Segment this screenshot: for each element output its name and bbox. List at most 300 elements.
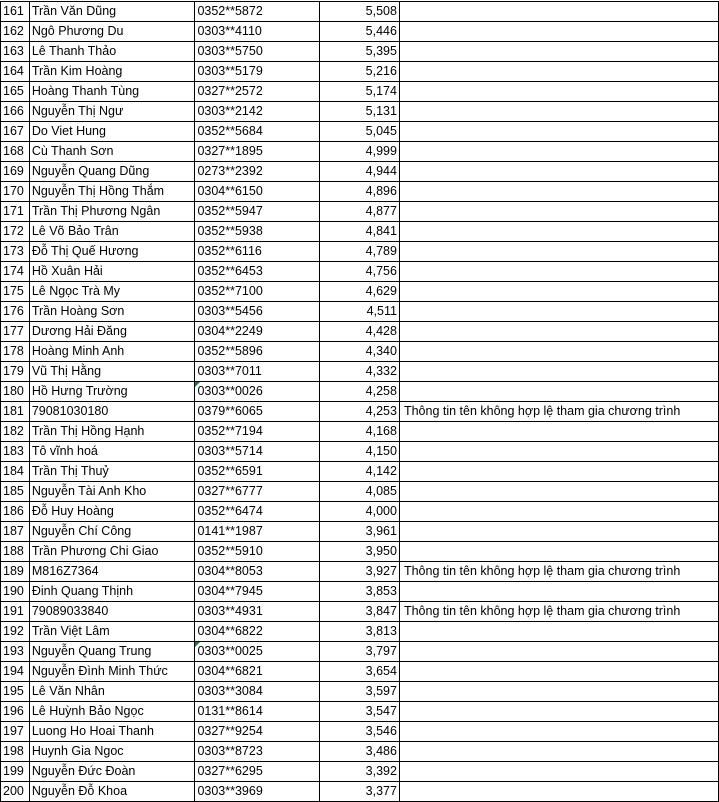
score-cell-text: 3,927 xyxy=(365,564,397,578)
phone-cell[interactable] xyxy=(195,382,320,402)
name-cell[interactable] xyxy=(29,342,195,362)
cell-error-indicator-icon xyxy=(195,642,200,647)
name-cell[interactable] xyxy=(29,642,195,662)
table-row xyxy=(1,622,719,642)
note-cell[interactable] xyxy=(399,542,718,562)
row-number-cell[interactable] xyxy=(1,762,30,782)
name-cell[interactable] xyxy=(29,302,195,322)
row-number-cell[interactable] xyxy=(1,482,30,502)
score-cell[interactable] xyxy=(320,682,400,702)
phone-cell[interactable] xyxy=(195,522,320,542)
phone-cell[interactable] xyxy=(195,162,320,182)
score-cell-text: 4,511 xyxy=(366,304,397,318)
score-cell[interactable] xyxy=(320,342,400,362)
score-cell[interactable] xyxy=(320,782,400,802)
note-cell[interactable] xyxy=(399,402,718,422)
phone-cell[interactable] xyxy=(195,422,320,442)
note-cell[interactable] xyxy=(399,22,718,42)
row-number-cell[interactable] xyxy=(1,542,30,562)
note-cell[interactable] xyxy=(399,302,718,322)
phone-cell-text: 0303**4931 xyxy=(197,604,263,618)
note-cell[interactable] xyxy=(399,122,718,142)
row-number-cell-text: 192 xyxy=(3,624,24,638)
phone-cell[interactable] xyxy=(195,722,320,742)
name-cell[interactable] xyxy=(29,142,195,162)
phone-cell-text: 0352**5947 xyxy=(197,204,263,218)
name-cell[interactable] xyxy=(29,602,195,622)
score-cell[interactable] xyxy=(320,62,400,82)
note-cell[interactable] xyxy=(399,102,718,122)
note-cell[interactable] xyxy=(399,662,718,682)
name-cell-text: Đinh Quang Thịnh xyxy=(31,584,134,598)
score-cell-text: 4,629 xyxy=(365,284,397,298)
score-cell[interactable] xyxy=(320,102,400,122)
score-cell[interactable] xyxy=(320,42,400,62)
score-cell[interactable] xyxy=(320,422,400,442)
table-row xyxy=(1,602,719,622)
score-cell-text: 5,395 xyxy=(365,44,397,58)
phone-cell[interactable] xyxy=(195,302,320,322)
name-cell-text: Đỗ Thị Quế Hương xyxy=(31,244,139,258)
name-cell[interactable] xyxy=(29,82,195,102)
score-cell[interactable] xyxy=(320,282,400,302)
phone-cell[interactable] xyxy=(195,142,320,162)
table-row xyxy=(1,442,719,462)
phone-cell[interactable] xyxy=(195,182,320,202)
phone-cell[interactable] xyxy=(195,602,320,622)
note-cell[interactable] xyxy=(399,62,718,82)
note-cell[interactable] xyxy=(399,462,718,482)
score-cell[interactable] xyxy=(320,722,400,742)
table-row xyxy=(1,202,719,222)
table-row xyxy=(1,2,719,22)
phone-cell-text: 0141**1987 xyxy=(197,524,263,538)
row-number-cell-text: 185 xyxy=(3,484,24,498)
note-cell[interactable] xyxy=(399,242,718,262)
score-cell[interactable] xyxy=(320,762,400,782)
score-cell[interactable] xyxy=(320,582,400,602)
row-number-cell[interactable] xyxy=(1,702,30,722)
row-number-cell[interactable] xyxy=(1,2,30,22)
score-cell-text: 4,340 xyxy=(365,344,397,358)
name-cell[interactable] xyxy=(29,2,195,22)
table-row xyxy=(1,582,719,602)
name-cell-text: Nguyễn Chí Công xyxy=(31,524,132,538)
phone-cell[interactable] xyxy=(195,42,320,62)
name-cell[interactable] xyxy=(29,742,195,762)
table-row xyxy=(1,362,719,382)
score-cell-text: 4,332 xyxy=(365,364,397,378)
note-cell[interactable] xyxy=(399,702,718,722)
name-cell[interactable] xyxy=(29,62,195,82)
name-cell-text: Nguyễn Thị Ngư xyxy=(31,104,124,118)
score-cell[interactable] xyxy=(320,222,400,242)
name-cell-text: Trần Việt Lâm xyxy=(31,624,110,638)
score-cell-text: 3,486 xyxy=(365,744,397,758)
score-cell[interactable] xyxy=(320,542,400,562)
row-number-cell-text: 166 xyxy=(3,104,24,118)
name-cell[interactable] xyxy=(29,382,195,402)
table-row xyxy=(1,382,719,402)
phone-cell[interactable] xyxy=(195,482,320,502)
name-cell-text: Do Viet Hung xyxy=(31,124,106,138)
name-cell[interactable] xyxy=(29,182,195,202)
row-number-cell-text: 175 xyxy=(3,284,24,298)
phone-cell[interactable] xyxy=(195,502,320,522)
phone-cell[interactable] xyxy=(195,582,320,602)
row-number-cell[interactable] xyxy=(1,242,30,262)
score-cell[interactable] xyxy=(320,22,400,42)
phone-cell-text: 0303**5179 xyxy=(197,64,263,78)
phone-cell[interactable] xyxy=(195,762,320,782)
name-cell[interactable] xyxy=(29,122,195,142)
name-cell[interactable] xyxy=(29,582,195,602)
score-cell[interactable] xyxy=(320,562,400,582)
note-cell[interactable] xyxy=(399,382,718,402)
row-number-cell[interactable] xyxy=(1,342,30,362)
phone-cell[interactable] xyxy=(195,642,320,662)
score-cell[interactable] xyxy=(320,202,400,222)
phone-cell-text: 0303**5456 xyxy=(197,304,263,318)
name-cell-text: 79081030180 xyxy=(31,404,109,418)
row-number-cell[interactable] xyxy=(1,102,30,122)
phone-cell[interactable] xyxy=(195,542,320,562)
row-number-cell[interactable] xyxy=(1,182,30,202)
name-cell[interactable] xyxy=(29,162,195,182)
phone-cell[interactable] xyxy=(195,222,320,242)
score-cell[interactable] xyxy=(320,642,400,662)
name-cell-text: 79089033840 xyxy=(31,604,109,618)
row-number-cell-text: 184 xyxy=(3,464,24,478)
phone-cell[interactable] xyxy=(195,22,320,42)
row-number-cell-text: 193 xyxy=(3,644,24,658)
score-cell[interactable] xyxy=(320,262,400,282)
score-cell[interactable] xyxy=(320,382,400,402)
name-cell[interactable] xyxy=(29,522,195,542)
phone-cell[interactable] xyxy=(195,282,320,302)
name-cell[interactable] xyxy=(29,542,195,562)
score-cell-text: 3,392 xyxy=(365,764,397,778)
name-cell[interactable] xyxy=(29,202,195,222)
row-number-cell[interactable] xyxy=(1,322,30,342)
note-cell[interactable] xyxy=(399,762,718,782)
score-cell[interactable] xyxy=(320,662,400,682)
note-cell[interactable] xyxy=(399,562,718,582)
phone-cell[interactable] xyxy=(195,62,320,82)
phone-cell[interactable] xyxy=(195,2,320,22)
row-number-cell[interactable] xyxy=(1,62,30,82)
phone-cell[interactable] xyxy=(195,462,320,482)
table-row xyxy=(1,162,719,182)
score-cell[interactable] xyxy=(320,322,400,342)
note-cell[interactable] xyxy=(399,42,718,62)
name-cell[interactable] xyxy=(29,442,195,462)
table-row xyxy=(1,562,719,582)
row-number-cell-text: 163 xyxy=(3,44,24,58)
note-cell[interactable] xyxy=(399,342,718,362)
name-cell[interactable] xyxy=(29,422,195,442)
score-cell[interactable] xyxy=(320,702,400,722)
note-cell[interactable] xyxy=(399,2,718,22)
name-cell[interactable] xyxy=(29,702,195,722)
name-cell[interactable] xyxy=(29,782,195,802)
score-cell-text: 3,813 xyxy=(365,624,397,638)
phone-cell-text: 0352**6591 xyxy=(197,464,263,478)
row-number-cell[interactable] xyxy=(1,782,30,802)
row-number-cell[interactable] xyxy=(1,622,30,642)
row-number-cell[interactable] xyxy=(1,302,30,322)
phone-cell-text: 0303**8723 xyxy=(197,744,263,758)
score-cell[interactable] xyxy=(320,162,400,182)
score-cell-text: 3,654 xyxy=(365,664,397,678)
name-cell[interactable] xyxy=(29,682,195,702)
row-number-cell-text: 187 xyxy=(3,524,24,538)
row-number-cell-text: 165 xyxy=(3,84,24,98)
row-number-cell[interactable] xyxy=(1,442,30,462)
note-cell[interactable] xyxy=(399,682,718,702)
note-cell[interactable] xyxy=(399,262,718,282)
phone-cell[interactable] xyxy=(195,662,320,682)
name-cell[interactable] xyxy=(29,402,195,422)
score-cell-text: 4,756 xyxy=(365,264,397,278)
score-cell-text: 3,797 xyxy=(365,644,397,658)
name-cell[interactable] xyxy=(29,42,195,62)
row-number-cell-text: 162 xyxy=(3,24,24,38)
score-cell-text: 4,877 xyxy=(365,204,397,218)
name-cell[interactable] xyxy=(29,482,195,502)
note-cell[interactable] xyxy=(399,642,718,662)
table-row xyxy=(1,422,719,442)
note-cell[interactable] xyxy=(399,722,718,742)
phone-cell[interactable] xyxy=(195,562,320,582)
note-cell[interactable] xyxy=(399,582,718,602)
score-cell[interactable] xyxy=(320,2,400,22)
row-number-cell[interactable] xyxy=(1,82,30,102)
note-cell[interactable] xyxy=(399,602,718,622)
note-cell[interactable] xyxy=(399,502,718,522)
row-number-cell-text: 177 xyxy=(3,324,24,338)
row-number-cell[interactable] xyxy=(1,262,30,282)
name-cell[interactable] xyxy=(29,722,195,742)
score-cell[interactable] xyxy=(320,462,400,482)
phone-cell[interactable] xyxy=(195,362,320,382)
row-number-cell[interactable] xyxy=(1,422,30,442)
score-cell-text: 5,216 xyxy=(365,64,397,78)
phone-cell-text: 0352**7100 xyxy=(197,284,263,298)
row-number-cell-text: 169 xyxy=(3,164,24,178)
score-cell-text: 4,150 xyxy=(365,444,397,458)
phone-cell[interactable] xyxy=(195,202,320,222)
note-cell[interactable] xyxy=(399,202,718,222)
name-cell[interactable] xyxy=(29,562,195,582)
score-cell[interactable] xyxy=(320,442,400,462)
row-number-cell[interactable] xyxy=(1,642,30,662)
table-row xyxy=(1,762,719,782)
table-row xyxy=(1,502,719,522)
row-number-cell[interactable] xyxy=(1,22,30,42)
phone-cell[interactable] xyxy=(195,782,320,802)
score-cell-text: 4,789 xyxy=(365,244,397,258)
row-number-cell[interactable] xyxy=(1,282,30,302)
phone-cell[interactable] xyxy=(195,102,320,122)
row-number-cell[interactable] xyxy=(1,162,30,182)
row-number-cell[interactable] xyxy=(1,362,30,382)
score-cell[interactable] xyxy=(320,142,400,162)
row-number-cell-text: 174 xyxy=(3,264,24,278)
row-number-cell[interactable] xyxy=(1,122,30,142)
name-cell[interactable] xyxy=(29,622,195,642)
phone-cell[interactable] xyxy=(195,342,320,362)
name-cell-text: Trần Thị Hồng Hạnh xyxy=(31,424,145,438)
note-cell[interactable] xyxy=(399,622,718,642)
score-cell[interactable] xyxy=(320,302,400,322)
phone-cell-text: 0303**3969 xyxy=(197,784,263,798)
score-cell[interactable] xyxy=(320,502,400,522)
name-cell-text: Trần Thị Phương Ngân xyxy=(31,204,161,218)
table-row xyxy=(1,742,719,762)
row-number-cell[interactable] xyxy=(1,602,30,622)
note-cell[interactable] xyxy=(399,782,718,802)
score-cell[interactable] xyxy=(320,522,400,542)
row-number-cell[interactable] xyxy=(1,722,30,742)
name-cell[interactable] xyxy=(29,502,195,522)
row-number-cell[interactable] xyxy=(1,682,30,702)
row-number-cell[interactable] xyxy=(1,502,30,522)
name-cell[interactable] xyxy=(29,762,195,782)
note-cell[interactable] xyxy=(399,82,718,102)
row-number-cell-text: 181 xyxy=(3,404,24,418)
phone-cell-text: 0352**6116 xyxy=(197,244,262,258)
name-cell[interactable] xyxy=(29,22,195,42)
table-row xyxy=(1,282,719,302)
note-cell[interactable] xyxy=(399,482,718,502)
score-cell-text: 4,944 xyxy=(365,164,397,178)
phone-cell-text: 0352**6453 xyxy=(197,264,263,278)
phone-cell[interactable] xyxy=(195,622,320,642)
row-number-cell[interactable] xyxy=(1,382,30,402)
name-cell-text: Nguyễn Đức Đoàn xyxy=(31,764,136,778)
table-row xyxy=(1,102,719,122)
note-cell[interactable] xyxy=(399,742,718,762)
phone-cell[interactable] xyxy=(195,242,320,262)
phone-cell-text: 0303**0026 xyxy=(197,384,263,398)
table-row xyxy=(1,302,719,322)
row-number-cell[interactable] xyxy=(1,202,30,222)
row-number-cell[interactable] xyxy=(1,402,30,422)
phone-cell[interactable] xyxy=(195,402,320,422)
row-number-cell[interactable] xyxy=(1,142,30,162)
row-number-cell[interactable] xyxy=(1,662,30,682)
row-number-cell[interactable] xyxy=(1,582,30,602)
phone-cell-text: 0304**8053 xyxy=(197,564,263,578)
name-cell[interactable] xyxy=(29,462,195,482)
score-cell[interactable] xyxy=(320,362,400,382)
name-cell-text: Lê Võ Bảo Trân xyxy=(31,224,119,238)
note-cell[interactable] xyxy=(399,442,718,462)
note-cell[interactable] xyxy=(399,282,718,302)
name-cell[interactable] xyxy=(29,362,195,382)
score-cell[interactable] xyxy=(320,182,400,202)
row-number-cell-text: 199 xyxy=(3,764,24,778)
note-cell[interactable] xyxy=(399,522,718,542)
phone-cell[interactable] xyxy=(195,702,320,722)
note-cell[interactable] xyxy=(399,222,718,242)
row-number-cell[interactable] xyxy=(1,562,30,582)
phone-cell[interactable] xyxy=(195,82,320,102)
score-cell-text: 4,999 xyxy=(365,144,397,158)
name-cell[interactable] xyxy=(29,102,195,122)
note-cell[interactable] xyxy=(399,162,718,182)
score-cell[interactable] xyxy=(320,622,400,642)
cell-error-indicator-icon xyxy=(195,382,200,387)
score-cell[interactable] xyxy=(320,82,400,102)
name-cell-text: Hoàng Thanh Tùng xyxy=(31,84,140,98)
note-cell[interactable] xyxy=(399,182,718,202)
phone-cell-text: 0304**6821 xyxy=(197,664,263,678)
note-cell-text: Thông tin tên không hợp lệ tham gia chương trình xyxy=(403,404,681,418)
phone-cell-text: 0131**8614 xyxy=(197,704,263,718)
row-number-cell[interactable] xyxy=(1,742,30,762)
row-number-cell-text: 167 xyxy=(3,124,24,138)
table-row xyxy=(1,462,719,482)
name-cell-text: Vũ Thị Hằng xyxy=(31,364,102,378)
phone-cell[interactable] xyxy=(195,122,320,142)
row-number-cell-text: 191 xyxy=(3,604,24,618)
phone-cell-text: 0352**5872 xyxy=(197,4,263,18)
score-cell[interactable] xyxy=(320,742,400,762)
phone-cell-text: 0303**2142 xyxy=(197,104,263,118)
name-cell-text: Lê Ngọc Trà My xyxy=(31,284,121,298)
name-cell[interactable] xyxy=(29,242,195,262)
phone-cell-text: 0352**5938 xyxy=(197,224,263,238)
phone-cell[interactable] xyxy=(195,742,320,762)
phone-cell-text: 0327**6777 xyxy=(197,484,263,498)
note-cell[interactable] xyxy=(399,322,718,342)
note-cell[interactable] xyxy=(399,422,718,442)
note-cell[interactable] xyxy=(399,142,718,162)
phone-cell-text: 0379**6065 xyxy=(197,404,263,418)
score-cell-text: 4,841 xyxy=(365,224,397,238)
phone-cell-text: 0352**5910 xyxy=(197,544,263,558)
score-cell[interactable] xyxy=(320,242,400,262)
name-cell[interactable] xyxy=(29,662,195,682)
name-cell-text: Nguyễn Quang Trung xyxy=(31,644,152,658)
score-cell[interactable] xyxy=(320,602,400,622)
phone-cell[interactable] xyxy=(195,682,320,702)
table-row xyxy=(1,342,719,362)
row-number-cell-text: 171 xyxy=(3,204,24,218)
row-number-cell-text: 178 xyxy=(3,344,24,358)
table-body xyxy=(1,2,719,802)
row-number-cell-text: 186 xyxy=(3,504,24,518)
name-cell[interactable] xyxy=(29,262,195,282)
name-cell[interactable] xyxy=(29,322,195,342)
score-cell[interactable] xyxy=(320,402,400,422)
phone-cell[interactable] xyxy=(195,442,320,462)
row-number-cell[interactable] xyxy=(1,222,30,242)
row-number-cell[interactable] xyxy=(1,42,30,62)
note-cell[interactable] xyxy=(399,362,718,382)
name-cell-text: Đỗ Huy Hoàng xyxy=(31,504,114,518)
score-cell[interactable] xyxy=(320,482,400,502)
phone-cell[interactable] xyxy=(195,322,320,342)
phone-cell[interactable] xyxy=(195,262,320,282)
row-number-cell[interactable] xyxy=(1,462,30,482)
row-number-cell[interactable] xyxy=(1,522,30,542)
name-cell[interactable] xyxy=(29,222,195,242)
name-cell[interactable] xyxy=(29,282,195,302)
score-cell[interactable] xyxy=(320,122,400,142)
